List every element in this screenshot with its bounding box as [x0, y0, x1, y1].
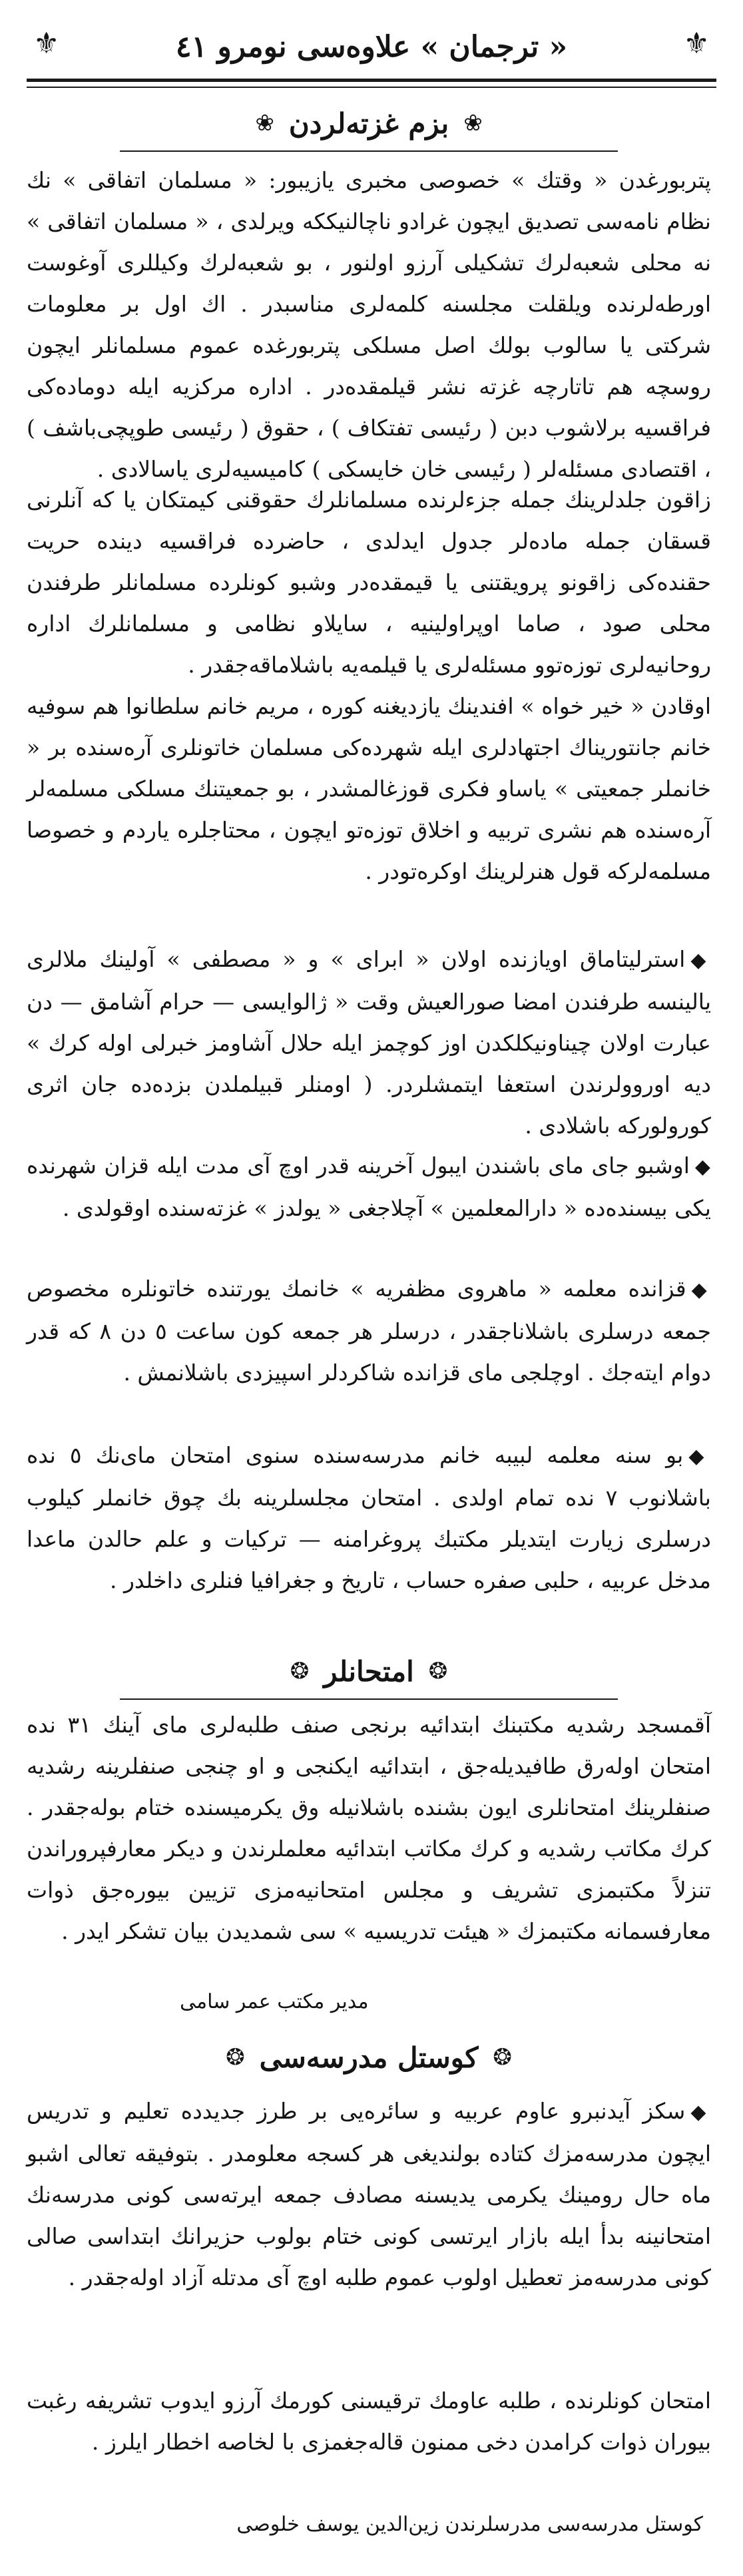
article-paragraph: ◆استرلیتاماق اویازنده اولان « ابرای » و « مصطفی » آولینك ملالری یالینسه طرفندن امضا صورالعیش وقت « ژالوایسی — حرام آشامق — دن عبارت اولان چیناونیکلکدن اوز کوچمز ایله حلال آشاومز خبرلی اوله کرك » دیه اوروولرندن استعفا ایتمشلردر. ( اومنلر قبیلملدن بزده‌ده جان اثری کورولورکه باشلادی .: [27, 946, 711, 1139]
signature-line: کوستل مدرسه‌سی مدرسلرندن زین‌الدین یوسف خلوصی: [236, 2513, 703, 2536]
signature-line: مدیر مکتب عمر سامی: [180, 1990, 369, 2013]
diamond-bullet-icon: ◆: [690, 2101, 712, 2124]
diamond-bullet-icon: ◆: [694, 1155, 711, 1178]
heading-rule: [120, 1698, 618, 1700]
rosette-ornament-icon: ❂: [290, 1658, 310, 1684]
masthead-rule: [27, 87, 716, 88]
article-paragraph: امتحان کونلرنده ، طلبه عاومك ترقیسنی کورمك آرزو ایدوب تشریفه رغبت بیوران ذوات کرامدن دخی ممنون قاله‌جغمزی با لخاصه اخطار ایلرز .: [27, 2388, 711, 2455]
flower-ornament-icon: ❀: [255, 110, 274, 136]
section-title-kostel: کوستل مدرسه‌سی: [259, 2041, 479, 2074]
article-paragraph: ◆اوشبو جای مای باشندن ایبول آخرینه قدر اوچ آی مدت ایله قزان شهرنده یکی بیسنده‌ده « دارالمعلمین » آچلاجغی « یولدز » غزته‌سنده اوقولدی .: [27, 1153, 711, 1221]
article-paragraph: اوقادن « خیر خواه » افندینك یازدیغنه کوره ، مریم خانم سلطانوا هم سوفیه خانم جانتوریناك اجتهادلری ایله شهرده‌کی مسلمان خاتونلری آره‌سنده بر « خانملر جمعیتی » یاساو فکری قوزغالمشدر ، بو جمعیتنك مسلکی مسلمه‌لر آره‌سنده هم نشری تربیه و اخلاق توزه‌تو ایچون ، محتاجلره یاردم و خصوصا مسلمه‌لرکه قول هنرلرینك اوکره‌تودر .: [27, 693, 711, 884]
fleur-ornament-right-icon: ⚜: [683, 27, 710, 61]
diamond-bullet-icon: ◆: [691, 1278, 711, 1302]
masthead: [27, 15, 716, 82]
diamond-bullet-icon: ◆: [690, 949, 711, 972]
flower-ornament-icon: ❀: [463, 110, 483, 136]
section-heading-exams: [27, 1648, 711, 1694]
section-title-press: بزم غزته‌لردن: [288, 107, 449, 140]
article-paragraph: ◆قزانده معلمه « ماهروی مظفریه » خانمك یورتنده خاتونلره مخصوص جمعه درسلری باشلاناجقدر ، درسلر هر جمعه کون ساعت ٥ دن ٨ که قدر دوام ایتەجك . اوچلجی مای قزانده شاکردلر اسپیزدی باشلانمش .: [27, 1276, 711, 1386]
rosette-ornament-icon: ❂: [226, 2044, 245, 2071]
article-paragraph: ◆بو سنه معلمه لبیبه خانم مدرسه‌سنده سنوی امتحان مای‌نك ٥ نده باشلانوب ٧ نده تمام اولدی . امتحان مجلسلرینه بك چوق خانملر کیلوب درسلری زیارت ایتدیلر مکتبك پروغرامنه — ترکیات و علم حالدن ماعدا مدخل عربیه ، حلبی صفره حساب ، تاریخ و جغرافیا فنلری داخلدر .: [27, 1442, 712, 1593]
rosette-ornament-icon: ❂: [493, 2044, 512, 2071]
article-paragraph: زاقون جلدلرینك جمله جزءلرنده مسلمانلرك حقوقنی کیمتکان یا که آنلرنی قسقان جمله ماده‌لر جدول ایدلدی ، حاضرده فراقسیه دیندە حریت حقنده‌کی زاقونو پرویقتنی یا قیمقده‌در وشبو کونلرده مسلمانلر طرفندن محلی صود ، صاما اوپراولینیه ، سایلاو نظامی و مسلمانلرك اداره روحانیه‌لری توزه‌توو مسئله‌لری یا قیلمه‌یه باشلاماقه‌جقدر .: [27, 487, 711, 678]
article-paragraph: آقمسجد رشدیه مکتبنك ابتدائیه برنجی صنف طلبه‌لری مای آینك ۳۱ نده امتحان اوله‌رق طافیدیله‌جق ، ابتدائیه ایکنجی و او چنجی صنفلرینه رشدیه صنفلرینك امتحانلری ایون بشنده باشلانیله وق یکرمیسنده ختام بوله‌جقدر . کرك مکاتب رشدیه و کرك مکاتب ابتدائیه معلملرندن و دیکر معارفپروراندن تنزلاً مکتبمزی تشریف و مجلس امتحانیه‌مزی تزیین بیورەجق ذوات معارفسمانه مکتبمزك « هیئت تدریسیه » سی شمدیدن بیان تشکر ایدر .: [27, 1712, 711, 1944]
article-paragraph: ◆سکز آیدنبرو عاوم عربیه و سائره‌یی بر طرز جدیدده تعلیم و تدریس ایچون مدرسه‌مزك کتاده بولندیغی هر کسجه معلومدر . بتوفیقه تعالی اشبو ماه حال رومینك یکرمی یدیسنه مصادف جمعه ایرته‌سی کونی مدرسه‌نك امتحانینه بدأ ایله بازار ایرتسی کونی ختام بولوب حزیرانك ابتداسی صالی کونی مدرسه‌مز تعطیل اولوب عموم طلبه اوچ آی مدتله آزاد اوله‌جقدر .: [27, 2098, 712, 2290]
fleur-ornament-left-icon: ⚜: [33, 27, 60, 61]
section-title-exams: امتحانلر: [324, 1655, 414, 1688]
heading-rule: [120, 150, 618, 152]
rosette-ornament-icon: ❂: [428, 1658, 448, 1684]
section-heading-press: [27, 100, 711, 146]
section-heading-kostel: [27, 2034, 711, 2081]
masthead-title: « ترجمان » علاوه‌سی نومرو ٤١: [175, 29, 568, 64]
article-paragraph: پتربورغدن « وقتك » خصوصی مخبری یازیبور: « مسلمان اتفاقی » نك نظام نامه‌سی تصدیق ایچون غرادو ناچالنیککه ویرلدی ، « مسلمان اتفاقی » نه محلی شعبه‌لرك تشکیلی آرزو اولنور ، بو شعبه‌لرك وکیللری آوغوست اورطه‌لرنده ویلقلت مجلسنه کلمه‌لری مناسبدر . اك اول بر معلومات شرکتی یا سالوب بولك اصل مسلکی پتربورغده عموم مسلمانلر ایچون روسچه هم تاتارچه غزته نشر قیلمقده‌در . اداره مرکزیه ایله دوماده‌کی فراقسیه برلاشوب دبن ( رئیسی تفتکاف ) ، حقوق ( رئیسی طوپچی‌باشف ) ، اقتصادی مسئله‌لر ( رئیسی خان خایسکی ) کامیسیه‌لری یاسالادی .: [27, 167, 711, 482]
diamond-bullet-icon: ◆: [688, 1445, 712, 1468]
